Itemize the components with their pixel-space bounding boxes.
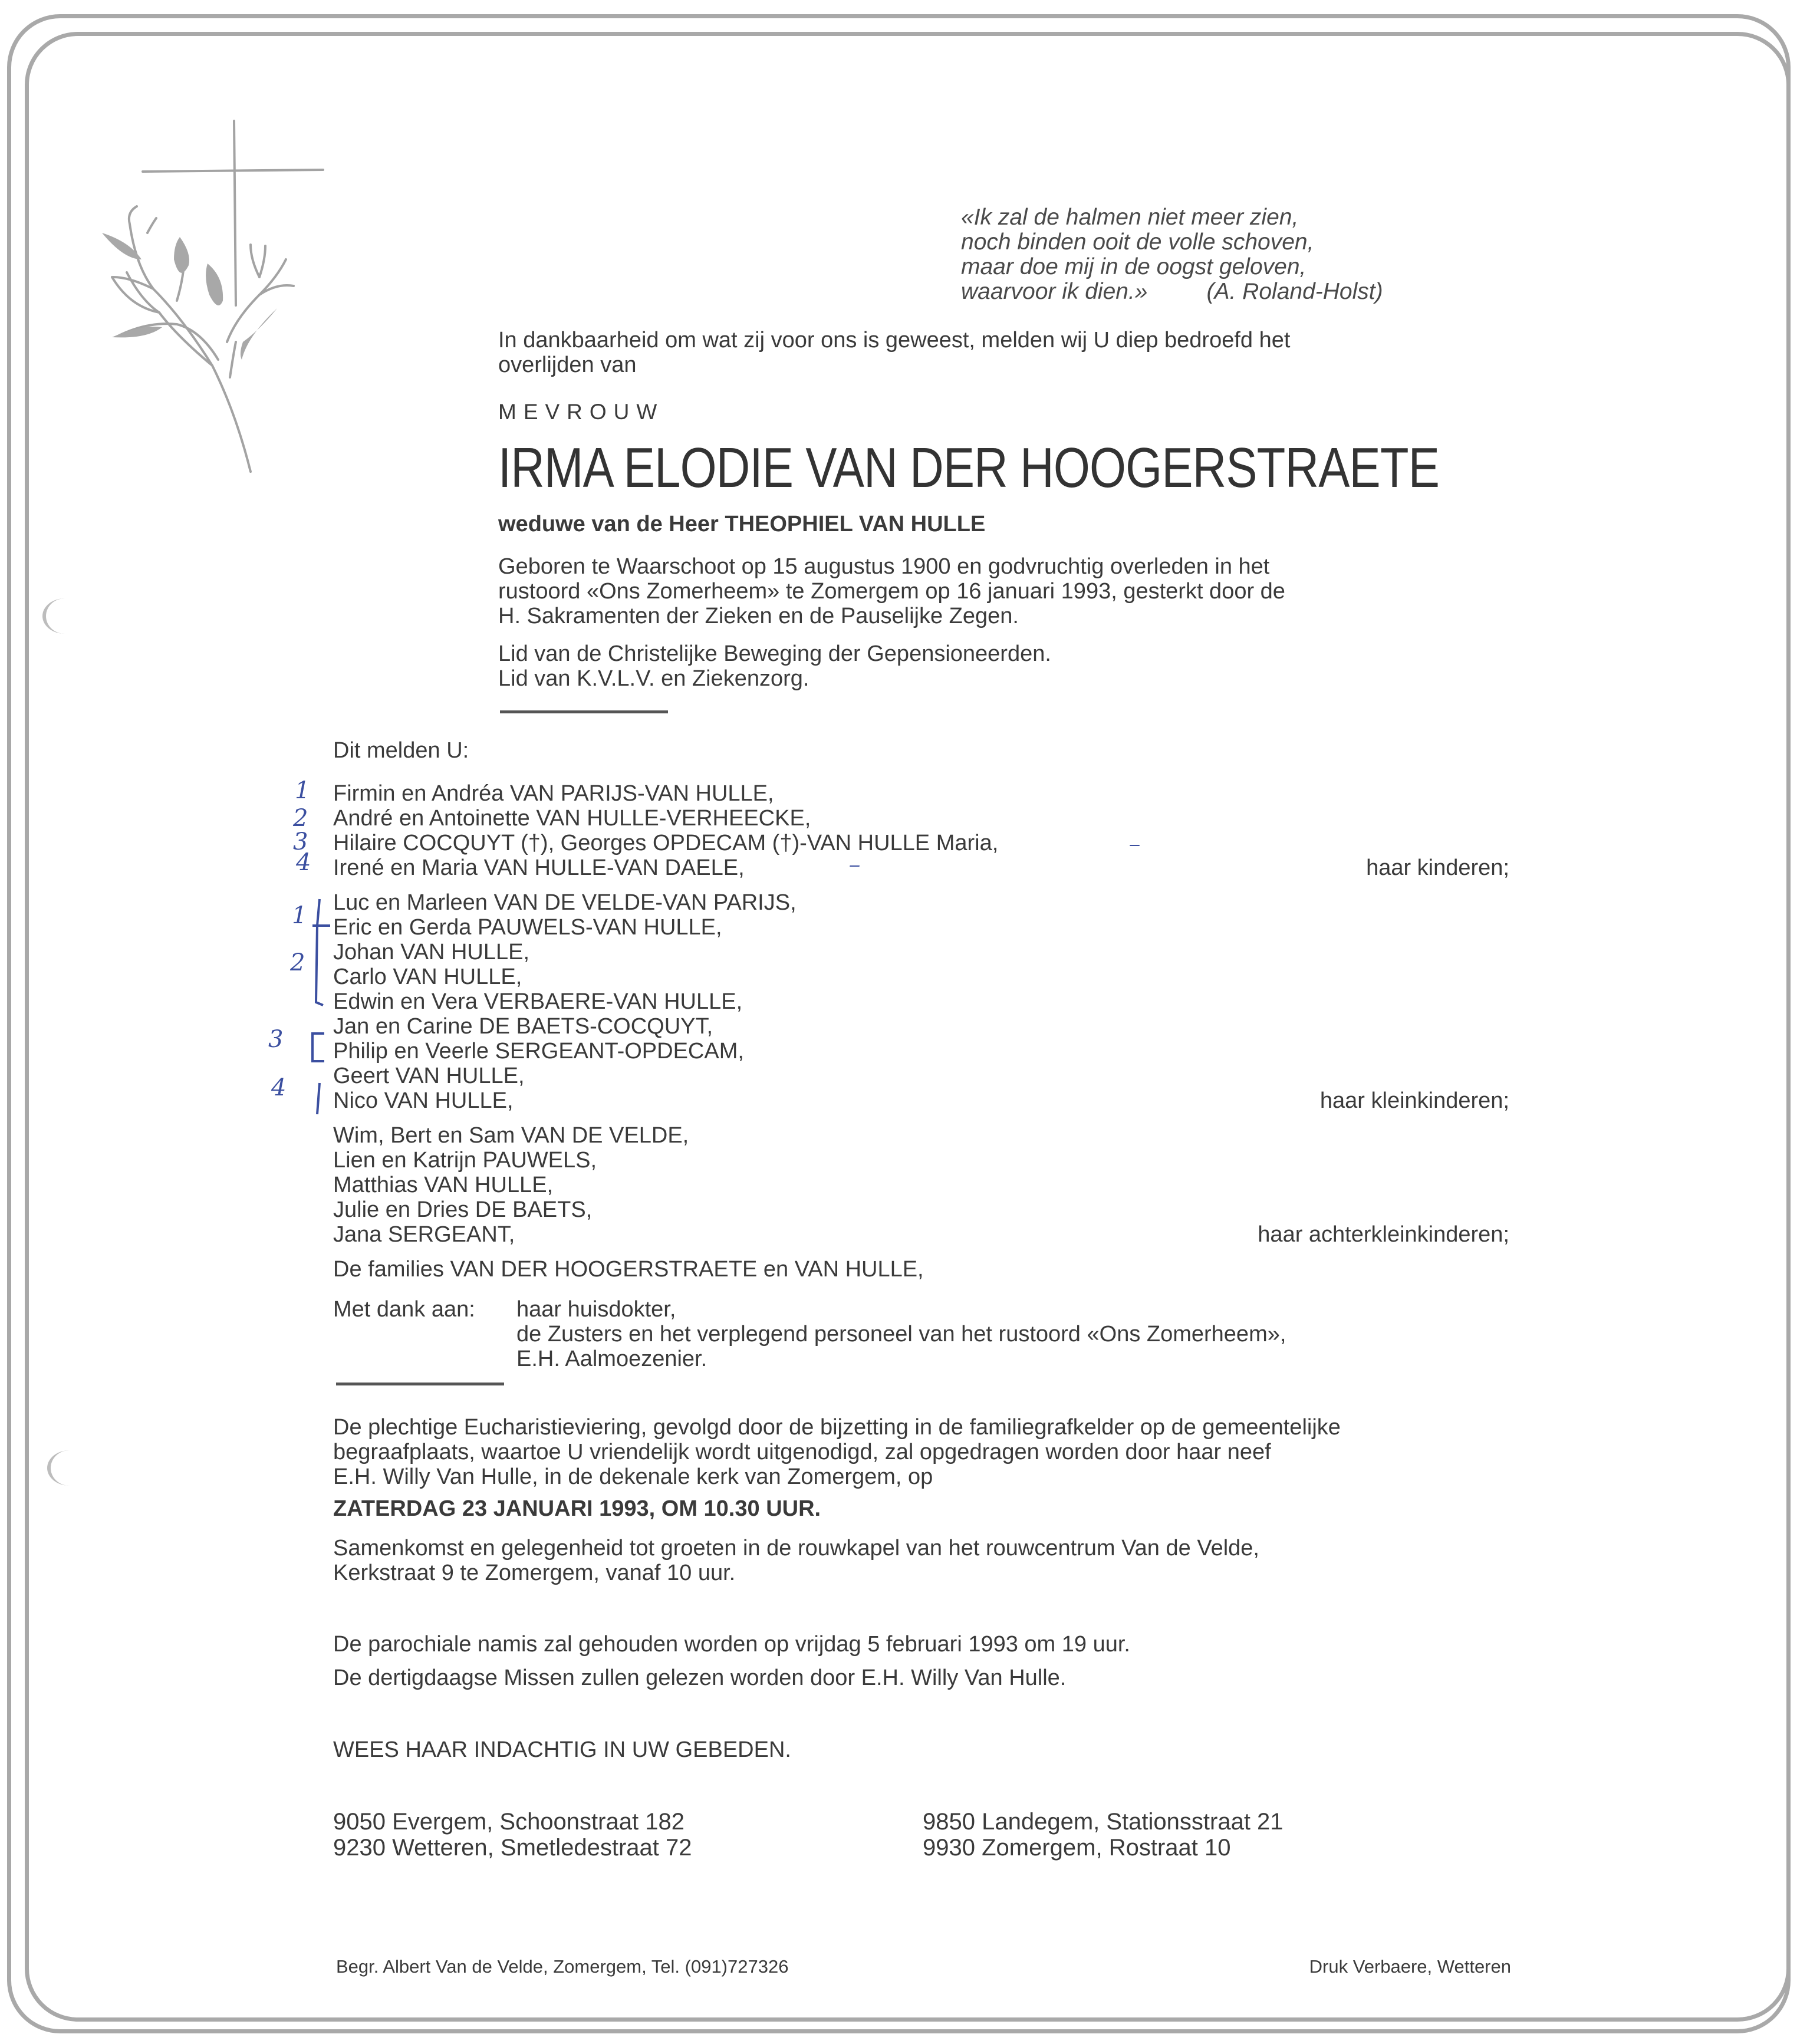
divider xyxy=(500,710,668,713)
handwritten-number: 3 xyxy=(268,1026,284,1053)
prayer-request: WEES HAAR INDACHTIG IN UW GEBEDEN. xyxy=(333,1737,791,1762)
membership-line: Lid van K.V.L.V. en Ziekenzorg. xyxy=(498,666,809,691)
list-item: Wim, Bert en Sam VAN DE VELDE, xyxy=(333,1123,689,1148)
quote-line: noch binden ooit de volle schoven, xyxy=(961,229,1314,255)
list-item: Luc en Marleen VAN DE VELDE-VAN PARIJS, xyxy=(333,890,797,915)
namis-text: De parochiale namis zal gehouden worden op vrijdag 5 februari 1993 om 19 uur. xyxy=(333,1632,1130,1657)
cross-horizontal-beam xyxy=(143,170,323,172)
list-item: Carlo VAN HULLE, xyxy=(333,965,522,989)
list-item: Julie en Dries DE BAETS, xyxy=(333,1197,593,1222)
handwritten-brackets xyxy=(295,893,336,1117)
handwritten-number: 1 xyxy=(292,902,307,929)
punch-hole-mark xyxy=(42,598,87,634)
address-line: 9230 Wetteren, Smetledestraat 72 xyxy=(333,1835,692,1861)
cross-vertical-beam xyxy=(234,121,236,305)
list-item: Hilaire COCQUYT (†), Georges OPDECAM (†)-VAN HULLE Maria, xyxy=(333,831,999,855)
list-item: Philip en Veerle SERGEANT-OPDECAM, xyxy=(333,1039,744,1064)
address-line: 9050 Evergem, Schoonstraat 182 xyxy=(333,1809,684,1835)
handwritten-number: 2 xyxy=(290,949,305,976)
branch-stem xyxy=(129,206,251,472)
list-item: Matthias VAN HULLE, xyxy=(333,1173,554,1197)
ceremony-line: E.H. Willy Van Hulle, in de dekenale kerk van Zomergem, op xyxy=(333,1464,933,1489)
membership-line: Lid van de Christelijke Beweging der Gepensioneerden. xyxy=(498,641,1051,666)
bracket-grandchildren-4 xyxy=(317,1083,320,1114)
list-item: Jana SERGEANT, xyxy=(333,1222,515,1247)
great-grandchildren-label: haar achterkleinkinderen; xyxy=(1258,1222,1509,1247)
cross-with-olive-branch-icon xyxy=(59,106,354,489)
grandchildren-list xyxy=(333,890,797,1113)
spouse-name: THEOPHIEL VAN HULLE xyxy=(725,512,986,536)
gathering-text xyxy=(333,1536,1259,1585)
quote-author: (A. Roland-Holst) xyxy=(1206,279,1383,304)
gathering-line: Samenkomst en gelegenheid tot groeten in de rouwkapel van het rouwcentrum Van de Velde, xyxy=(333,1536,1259,1561)
intro-line: In dankbaarheid om wat zij voor ons is geweest, melden wij U diep bedroefd het xyxy=(498,328,1291,353)
children-label: haar kinderen; xyxy=(1366,855,1509,880)
quote-line: «Ik zal de halmen niet meer zien, xyxy=(961,205,1299,230)
birth-death-details xyxy=(498,554,1285,628)
handwritten-dash: ‒ xyxy=(849,855,861,875)
memberships xyxy=(498,641,1051,691)
list-item: Johan VAN HULLE, xyxy=(333,940,530,965)
masses-text: De dertigdaagse Missen zullen gelezen worden door E.H. Willy Van Hulle. xyxy=(333,1666,1067,1690)
list-item: Nico VAN HULLE, xyxy=(333,1088,514,1113)
undertaker-credit: Begr. Albert Van de Velde, Zomergem, Tel. (091)727326 xyxy=(336,1956,789,1977)
children-list xyxy=(333,781,998,880)
address-column-left xyxy=(333,1809,692,1861)
born-line: Geboren te Waarschoot op 15 augustus 1900 en godvruchtig overleden in het xyxy=(498,554,1270,579)
grandchildren-label: haar kleinkinderen; xyxy=(1319,1088,1509,1113)
address-line: 9850 Landegem, Stationsstraat 21 xyxy=(923,1809,1284,1835)
bracket-grandchildren-2 xyxy=(316,899,323,1005)
handwritten-number: 2 xyxy=(293,805,308,832)
family-heading: Dit melden U: xyxy=(333,738,469,763)
intro-text xyxy=(498,328,1290,377)
memorial-quote xyxy=(961,205,1383,304)
ceremony-line: begraafplaats, waartoe U vriendelijk wordt uitgenodigd, zal opgedragen worden door haar neef xyxy=(333,1440,1271,1464)
honorific-title: MEVROUW xyxy=(498,400,664,424)
list-item: Lien en Katrijn PAUWELS, xyxy=(333,1148,597,1173)
punch-hole-mark xyxy=(47,1450,92,1486)
families-line: De families VAN DER HOOGERSTRAETE en VAN HULLE, xyxy=(333,1257,924,1282)
ceremony-text xyxy=(333,1415,1341,1489)
thanks-label: Met dank aan: xyxy=(333,1297,475,1322)
handwritten-dash: ‒ xyxy=(1129,834,1141,855)
quote-line-last xyxy=(961,279,1383,304)
quote-line-text: waarvoor ik dien.» xyxy=(961,279,1148,304)
divider xyxy=(336,1383,504,1385)
born-line: rustoord «Ons Zomerheem» te Zomergem op 16 januari 1993, gesterkt door de xyxy=(498,579,1285,604)
address-column-right xyxy=(923,1809,1284,1861)
leaf xyxy=(102,233,141,259)
intro-line: overlijden van xyxy=(498,353,637,377)
thanks-list xyxy=(516,1297,1286,1371)
thanks-item: haar huisdokter, xyxy=(516,1297,676,1322)
list-item: Irené en Maria VAN HULLE-VAN DAELE, xyxy=(333,855,745,880)
quote-line: maar doe mij in de oogst geloven, xyxy=(961,254,1307,279)
deceased-name: IRMA ELODIE VAN DER HOOGERSTRAETE xyxy=(498,436,1440,499)
gathering-line: Kerkstraat 9 te Zomergem, vanaf 10 uur. xyxy=(333,1561,736,1585)
list-item: Geert VAN HULLE, xyxy=(333,1064,525,1088)
thanks-item: de Zusters en het verplegend personeel van het rustoord «Ons Zomerheem», xyxy=(516,1322,1286,1347)
handwritten-number: 3 xyxy=(293,828,308,855)
born-line: H. Sakramenten der Zieken en de Pauselijke Zegen. xyxy=(498,604,1019,628)
handwritten-number: 4 xyxy=(271,1074,287,1101)
printer-credit: Druk Verbaere, Wetteren xyxy=(1309,1956,1511,1977)
ceremony-line: De plechtige Eucharistieviering, gevolgd door de bijzetting in de familiegrafkelder op de gemeentelijke xyxy=(333,1415,1341,1440)
great-grandchildren-list xyxy=(333,1123,689,1247)
address-line: 9930 Zomergem, Rostraat 10 xyxy=(923,1835,1231,1861)
list-item: Eric en Gerda PAUWELS-VAN HULLE, xyxy=(333,915,722,940)
leaf xyxy=(241,308,277,360)
list-item: Jan en Carine DE BAETS-COCQUYT, xyxy=(333,1014,713,1039)
bracket-grandchildren-3 xyxy=(312,1033,324,1061)
widow-prefix: weduwe van de Heer xyxy=(498,512,719,536)
widow-of-line xyxy=(498,512,985,537)
list-item: André en Antoinette VAN HULLE-VERHEECKE, xyxy=(333,806,811,831)
thanks-item: E.H. Aalmoezenier. xyxy=(516,1347,707,1371)
leaf xyxy=(174,237,189,273)
ceremony-date: ZATERDAG 23 JANUARI 1993, OM 10.30 UUR. xyxy=(333,1496,821,1521)
leaf xyxy=(206,264,223,305)
list-item: Firmin en Andréa VAN PARIJS-VAN HULLE, xyxy=(333,781,774,806)
handwritten-number: 1 xyxy=(295,777,310,804)
handwritten-number: 4 xyxy=(296,849,311,876)
list-item: Edwin en Vera VERBAERE-VAN HULLE, xyxy=(333,989,743,1014)
